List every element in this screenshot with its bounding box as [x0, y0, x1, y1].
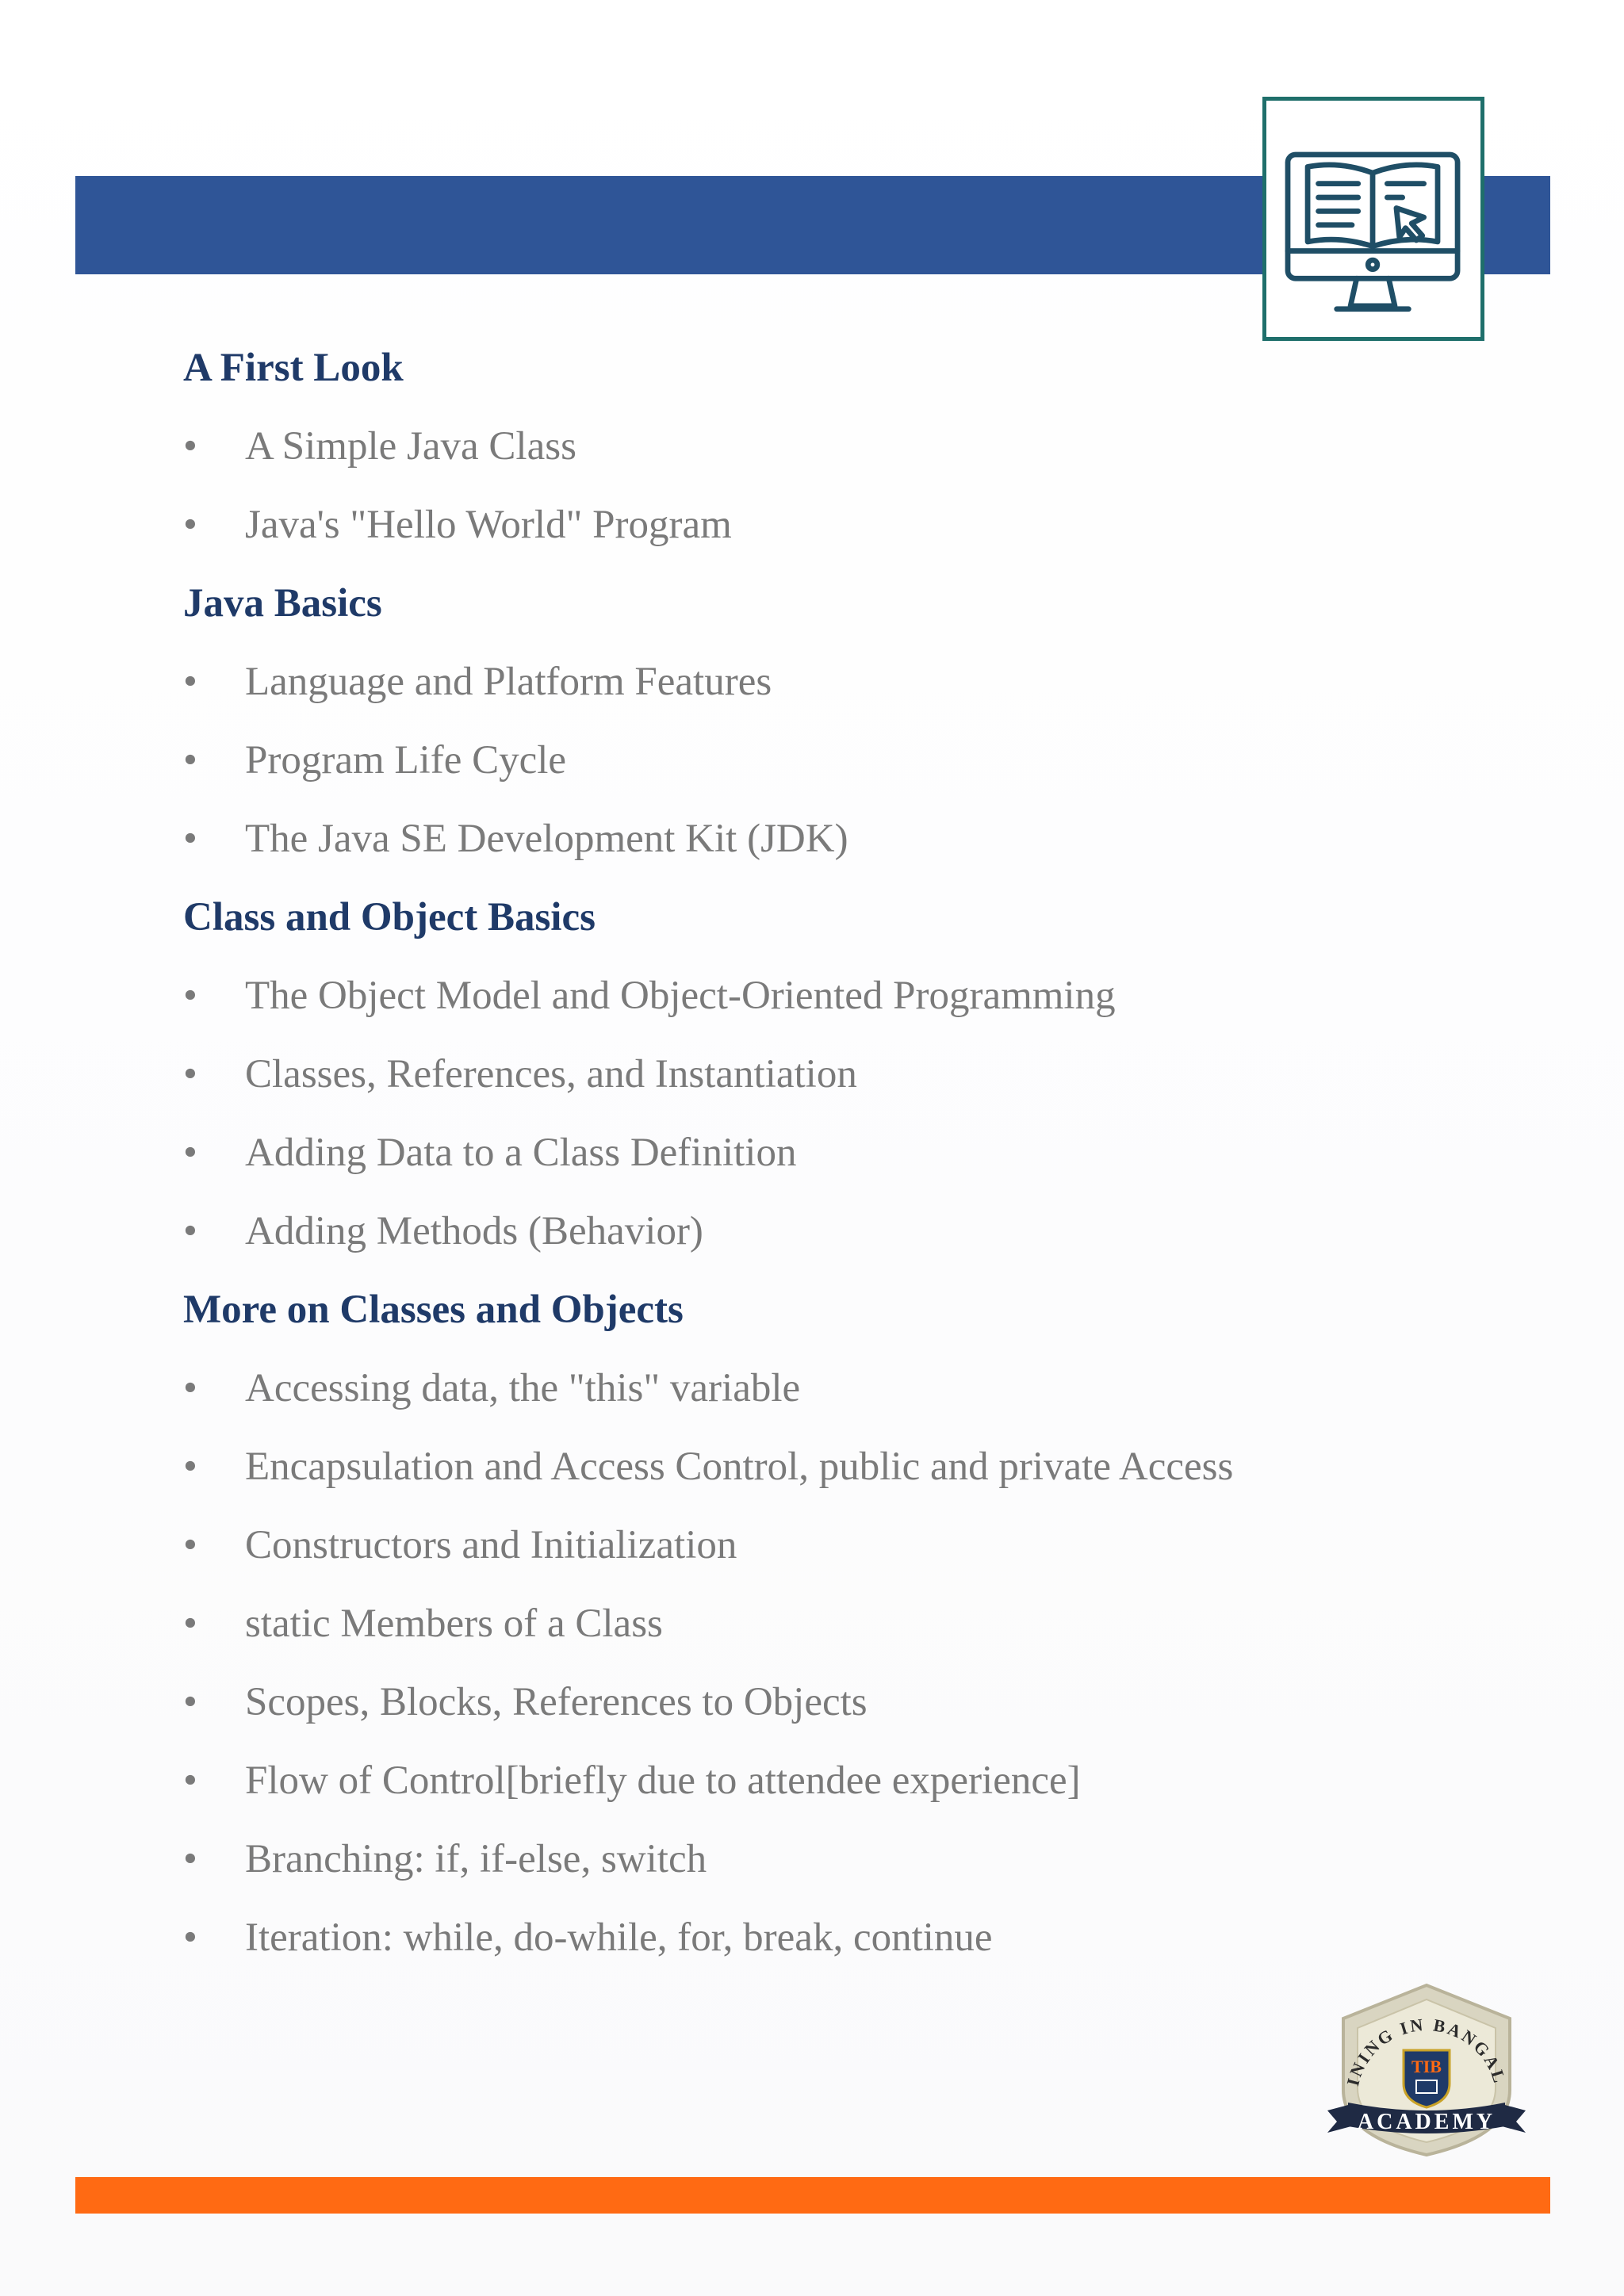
bullet-icon: •	[183, 1209, 197, 1253]
list-item-text: Constructors and Initialization	[245, 1523, 737, 1567]
academy-logo	[1320, 1971, 1534, 2161]
bullet-icon: •	[183, 424, 197, 469]
logo-arc-text: INING IN BANGAL	[1342, 2014, 1511, 2088]
bullet-icon: •	[183, 1366, 197, 1410]
bullet-icon: •	[183, 503, 197, 547]
bullet-icon: •	[183, 1601, 197, 1646]
list-item-text: Language and Platform Features	[245, 660, 772, 704]
logo-ribbon-text: ACADEMY	[1357, 2110, 1496, 2134]
list-item-text: static Members of a Class	[245, 1601, 663, 1646]
bullet-icon: •	[183, 1680, 197, 1724]
bullet-icon: •	[183, 1758, 197, 1803]
academy-shield-logo	[1320, 1971, 1534, 2161]
list-item-text: Adding Data to a Class Definition	[245, 1131, 797, 1175]
list-item-text: Iteration: while, do-while, for, break, continue	[245, 1915, 993, 1960]
section-heading: More on Classes and Objects	[183, 1288, 684, 1332]
list-item-text: Program Life Cycle	[245, 738, 567, 783]
bullet-icon: •	[183, 1445, 197, 1489]
section-heading: Java Basics	[183, 581, 382, 626]
list-item-text: Java's "Hello World" Program	[245, 503, 732, 547]
bullet-icon: •	[183, 738, 197, 783]
section-heading: Class and Object Basics	[183, 895, 596, 939]
bullet-icon: •	[183, 1131, 197, 1175]
list-item-text: Branching: if, if-else, switch	[245, 1837, 707, 1881]
list-item-text: A Simple Java Class	[245, 424, 576, 469]
bullet-icon: •	[183, 974, 197, 1018]
list-item-text: The Object Model and Object-Oriented Programming	[245, 974, 1116, 1018]
list-item-text: Encapsulation and Access Control, public and private Access	[245, 1445, 1234, 1489]
list-item-text: Flow of Control[briefly due to attendee experience]	[245, 1758, 1081, 1803]
bullet-icon: •	[183, 1837, 197, 1881]
bullet-icon: •	[183, 1523, 197, 1567]
list-item-text: The Java SE Development Kit (JDK)	[245, 817, 848, 861]
list-item-text: Accessing data, the "this" variable	[245, 1366, 801, 1410]
bullet-icon: •	[183, 660, 197, 704]
logo-center-text: TIB	[1411, 2057, 1442, 2076]
section-heading: A First Look	[183, 346, 404, 390]
bullet-icon: •	[183, 817, 197, 861]
list-item-text: Scopes, Blocks, References to Objects	[245, 1680, 868, 1724]
list-item-text: Adding Methods (Behavior)	[245, 1209, 703, 1253]
footer-band	[75, 2177, 1550, 2214]
bullet-icon: •	[183, 1915, 197, 1960]
list-item-text: Classes, References, and Instantiation	[245, 1052, 857, 1096]
bullet-icon: •	[183, 1052, 197, 1096]
